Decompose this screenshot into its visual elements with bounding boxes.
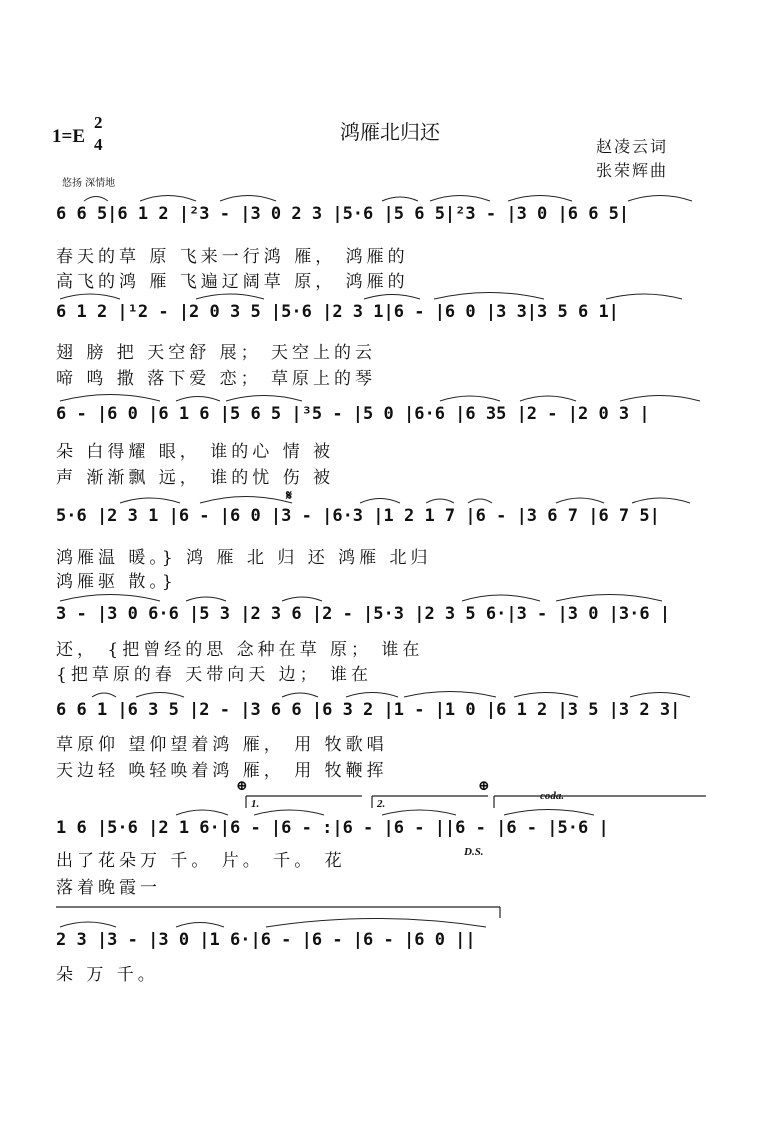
notation-line: 6 6 5|6 1 2 |²3 - |3 0 2 3 |5·6 |5 6 5|²3 - |3 0 |6 6 5|	[56, 204, 630, 224]
song-title: 鸿雁北归还	[340, 120, 440, 144]
coda-symbol: ⊕	[236, 778, 248, 794]
lyric-line: 翅 膀 把 天空舒 展； 天空上的云	[56, 343, 377, 363]
notation-line: 3 - |3 0 6·6 |5 3 |2 3 6 |2 - |5·3 |2 3 5 6·|3 - |3 0 |3·6 |	[56, 604, 671, 624]
tempo-marking: 悠扬 深情地	[62, 178, 116, 189]
lyric-line: 出了花朵万 千。 片。 千。 花	[56, 851, 346, 871]
lyric-line: 天边轻 唤轻唤着鸿 雁， 用 牧鞭挥	[56, 761, 388, 781]
coda-label: coda.	[540, 790, 565, 802]
lyric-line: 朵 白得耀 眼， 谁的心 情 被	[56, 442, 335, 462]
lyric-line: 高飞的鸿 雁 飞遍辽阔草 原， 鸿雁的	[56, 272, 409, 292]
lyric-line: 草原仰 望仰望着鸿 雁， 用 牧歌唱	[56, 735, 388, 755]
lyric-line: 还， {把曾经的思 念种在草 原； 谁在	[56, 640, 424, 660]
volta-2-label: 2.	[377, 798, 386, 810]
lyric-line: 声 渐渐飘 远， 谁的忧 伤 被	[56, 468, 335, 488]
lyric-line: 啼 鸣 撒 落下爱 恋； 草原上的琴	[56, 369, 377, 389]
lyric-line: 鸿雁驱 散。}	[56, 572, 177, 592]
segno-symbol: 𝄋	[286, 488, 293, 504]
notation-line: 5·6 |2 3 1 |6 - |6 0 |3 - |6·3 |1 2 1 7 |6 - |3 6 7 |6 7 5|	[56, 506, 660, 526]
coda-symbol: ⊕	[478, 778, 490, 794]
volta-1-label: 1.	[251, 798, 260, 810]
meter-top: 2	[94, 113, 103, 132]
meter-bottom: 4	[94, 135, 103, 154]
notation-line: 2 3 |3 - |3 0 |1 6·|6 - |6 - |6 - |6 0 ||	[56, 930, 476, 950]
ds-marking: D.S.	[464, 846, 484, 858]
notation-line: 1 6 |5·6 |2 1 6·|6 - |6 - :|6 - |6 - ||6 - |6 - |5·6 |	[56, 818, 609, 838]
key-signature: 1=E	[52, 126, 85, 147]
lyric-line: 春天的草 原 飞来一行鸿 雁， 鸿雁的	[56, 247, 409, 267]
notation-line: 6 6 1 |6 3 5 |2 - |3 6 6 |6 3 2 |1 - |1 0 |6 1 2 |3 5 |3 2 3|	[56, 700, 681, 720]
lyric-line: 鸿雁温 暖。} 鸿 雁 北 归 还 鸿雁 北归	[56, 548, 432, 568]
composer-credit: 张荣辉曲	[596, 161, 669, 180]
lyric-line: 朵 万 千。	[56, 965, 159, 985]
lyric-line: 落着晚霞一	[56, 878, 161, 898]
notation-line: 6 1 2 |¹2 - |2 0 3 5 |5·6 |2 3 1|6 - |6 0 |3 3|3 5 6 1|	[56, 302, 619, 322]
lyricist-credit: 赵凌云词	[596, 137, 669, 156]
lyric-line: {把草原的春 天带向天 边； 谁在	[56, 665, 373, 685]
notation-line: 6 - |6 0 |6 1 6 |5 6 5 |³5 - |5 0 |6·6 |6 35 |2 - |2 0 3 |	[56, 404, 650, 424]
